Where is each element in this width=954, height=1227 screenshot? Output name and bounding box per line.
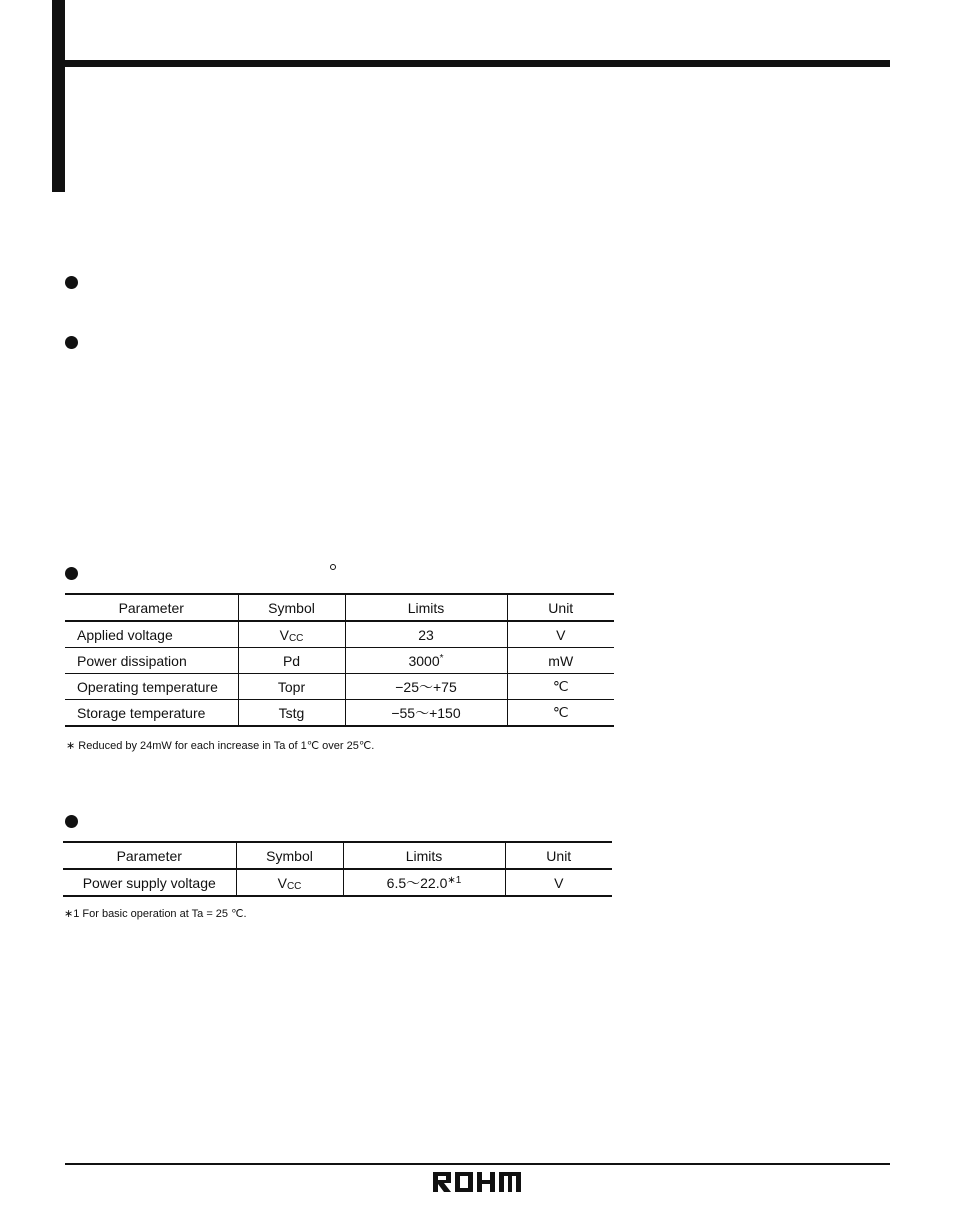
limit-value: 6.5～22.0: [386, 874, 448, 891]
limit-footnote-mark: ∗1: [447, 874, 462, 886]
table-row: [65, 700, 614, 727]
cell-limits: [345, 648, 507, 674]
cell-parameter: Storage temperature: [65, 700, 238, 727]
rohm-logo: [433, 1172, 521, 1192]
limit-value: −55～+150: [391, 704, 461, 721]
section-bullet-absolute-ratings: [65, 567, 78, 580]
symbol-main: V: [279, 626, 289, 643]
table-row: [65, 621, 614, 648]
limit-value: 3000: [408, 652, 440, 669]
cell-unit: ℃: [507, 700, 614, 727]
header-parameter: Parameter: [65, 594, 238, 621]
cell-limits: [345, 621, 507, 648]
cell-parameter: Power supply voltage: [63, 869, 236, 896]
absolute-ratings-footnote: ∗ Reduced by 24mW for each increase in Ta of 1℃ over 25℃.: [66, 740, 375, 752]
symbol-subscript: CC: [286, 880, 302, 892]
cell-parameter: Operating temperature: [65, 674, 238, 700]
section-bullet-features: [65, 276, 78, 289]
footer-rule: [65, 1163, 890, 1165]
symbol-main: Pd: [282, 652, 301, 669]
table-header-row: [63, 842, 612, 869]
symbol-subscript: CC: [288, 632, 304, 644]
limit-value: −25～+75: [395, 678, 457, 695]
cell-unit: ℃: [507, 674, 614, 700]
rohm-logo-icon: [433, 1172, 521, 1192]
table-header-row: [65, 594, 614, 621]
header-unit: Unit: [505, 842, 612, 869]
recommended-operating-conditions-table: [63, 841, 612, 897]
section-bullet-recommended-conditions: [65, 815, 78, 828]
cell-unit: mW: [507, 648, 614, 674]
header-vertical-bar: [52, 0, 65, 192]
table-row: [65, 648, 614, 674]
table-row: [65, 674, 614, 700]
header-limits: Limits: [345, 594, 507, 621]
cell-parameter: Applied voltage: [65, 621, 238, 648]
header-symbol: Symbol: [236, 842, 343, 869]
header-unit: Unit: [507, 594, 614, 621]
cell-unit: V: [507, 621, 614, 648]
absolute-maximum-ratings-table: [65, 593, 614, 727]
recommended-conditions-footnote: ∗1 For basic operation at Ta = 25 ℃.: [64, 908, 247, 920]
header-horizontal-rule: [65, 60, 890, 67]
cell-limits: [345, 674, 507, 700]
limit-footnote-mark: *: [439, 652, 444, 664]
cell-symbol: [238, 700, 345, 727]
cell-symbol: [238, 648, 345, 674]
limit-value: 23: [418, 626, 434, 643]
table-row: [63, 869, 612, 896]
cell-symbol: [236, 869, 343, 896]
cell-symbol: [238, 621, 345, 648]
header-parameter: Parameter: [63, 842, 236, 869]
header-limits: Limits: [343, 842, 505, 869]
symbol-main: V: [277, 874, 287, 891]
cell-limits: [345, 700, 507, 727]
cell-symbol: [238, 674, 345, 700]
header-symbol: Symbol: [238, 594, 345, 621]
cell-unit: V: [505, 869, 612, 896]
cell-limits: [343, 869, 505, 896]
section-bullet-applications: [65, 336, 78, 349]
degree-symbol: [330, 564, 336, 570]
symbol-main: Tstg: [278, 704, 305, 721]
cell-parameter: Power dissipation: [65, 648, 238, 674]
symbol-main: Topr: [277, 678, 306, 695]
